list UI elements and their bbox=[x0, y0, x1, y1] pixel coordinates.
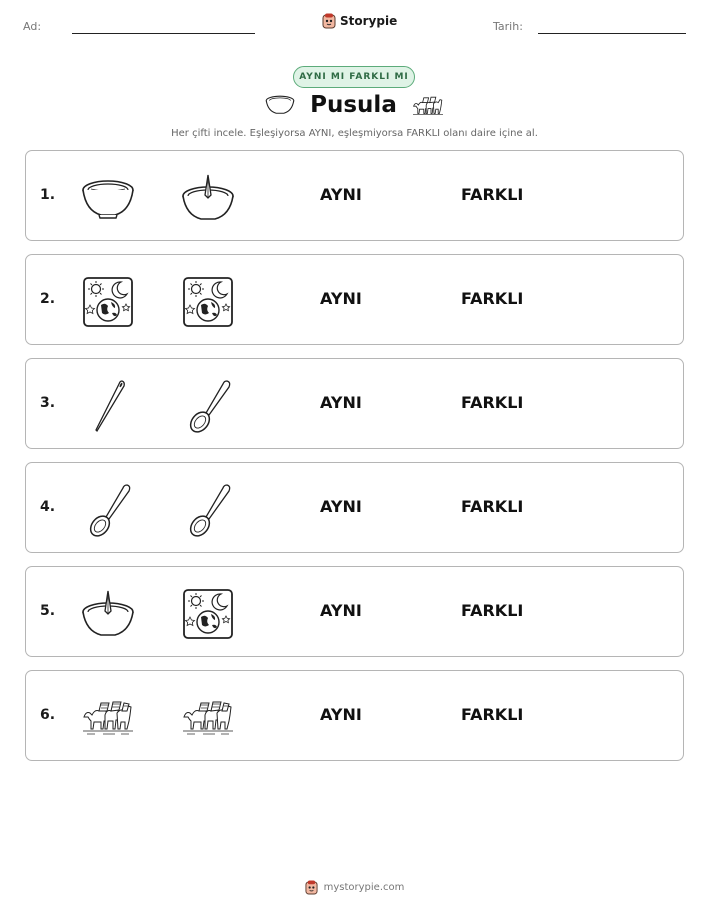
question-row bbox=[25, 150, 684, 241]
spoon-icon bbox=[181, 379, 235, 433]
date-line[interactable] bbox=[538, 33, 686, 34]
footer-url[interactable]: mystorypie.com bbox=[323, 882, 405, 893]
instructions: Her çifti incele. Eşleşiyorsa AYNI, eşleşmiyorsa FARKLI olanı daire içine al. bbox=[171, 128, 538, 139]
bowl-icon bbox=[264, 94, 296, 116]
question-number: 2. bbox=[40, 291, 56, 307]
right-picture bbox=[181, 691, 235, 745]
question-row bbox=[25, 462, 684, 553]
left-picture bbox=[81, 587, 135, 641]
question-number: 3. bbox=[40, 395, 56, 411]
option-same[interactable]: AYNI bbox=[320, 705, 362, 724]
question-number: 5. bbox=[40, 603, 56, 619]
option-different[interactable]: FARKLI bbox=[461, 393, 524, 412]
compass-icon bbox=[181, 171, 235, 225]
date-label: Tarih: bbox=[493, 20, 523, 33]
footer bbox=[0, 880, 709, 895]
option-different[interactable]: FARKLI bbox=[461, 705, 524, 724]
title-row bbox=[0, 92, 709, 118]
option-different[interactable]: FARKLI bbox=[461, 601, 524, 620]
left-picture bbox=[81, 379, 135, 433]
needle-icon bbox=[81, 379, 135, 433]
question-row bbox=[25, 254, 684, 345]
brand-name: Storypie bbox=[340, 14, 398, 28]
right-picture bbox=[181, 483, 235, 537]
compass-icon bbox=[81, 587, 135, 641]
question-number: 4. bbox=[40, 499, 56, 515]
option-same[interactable]: AYNI bbox=[320, 393, 362, 412]
right-picture bbox=[181, 587, 235, 641]
brand-logo bbox=[322, 13, 397, 29]
question-row bbox=[25, 358, 684, 449]
bowl-icon bbox=[81, 171, 135, 225]
left-picture bbox=[81, 691, 135, 745]
spoon-icon bbox=[81, 483, 135, 537]
option-same[interactable]: AYNI bbox=[320, 497, 362, 516]
option-different[interactable]: FARKLI bbox=[461, 289, 524, 308]
camel-caravan-icon bbox=[181, 691, 235, 745]
option-different[interactable]: FARKLI bbox=[461, 185, 524, 204]
camel-caravan-icon bbox=[81, 691, 135, 745]
activity-type-badge: AYNI MI FARKLI MI bbox=[293, 66, 415, 88]
question-number: 1. bbox=[40, 187, 56, 203]
spoon-icon bbox=[181, 483, 235, 537]
question-row bbox=[25, 566, 684, 657]
left-picture bbox=[81, 275, 135, 329]
day-night-earth-icon bbox=[181, 275, 235, 329]
left-picture bbox=[81, 171, 135, 225]
option-different[interactable]: FARKLI bbox=[461, 497, 524, 516]
right-picture bbox=[181, 275, 235, 329]
name-line[interactable] bbox=[72, 33, 255, 34]
option-same[interactable]: AYNI bbox=[320, 601, 362, 620]
question-number: 6. bbox=[40, 707, 56, 723]
page-title: Pusula bbox=[310, 92, 397, 118]
option-same[interactable]: AYNI bbox=[320, 289, 362, 308]
right-picture bbox=[181, 379, 235, 433]
camel-caravan-icon bbox=[411, 93, 445, 117]
left-picture bbox=[81, 483, 135, 537]
option-same[interactable]: AYNI bbox=[320, 185, 362, 204]
day-night-earth-icon bbox=[81, 275, 135, 329]
name-label: Ad: bbox=[23, 20, 42, 33]
day-night-earth-icon bbox=[181, 587, 235, 641]
question-row bbox=[25, 670, 684, 761]
mascot-icon bbox=[322, 13, 336, 29]
mascot-icon bbox=[305, 880, 318, 895]
right-picture bbox=[181, 171, 235, 225]
